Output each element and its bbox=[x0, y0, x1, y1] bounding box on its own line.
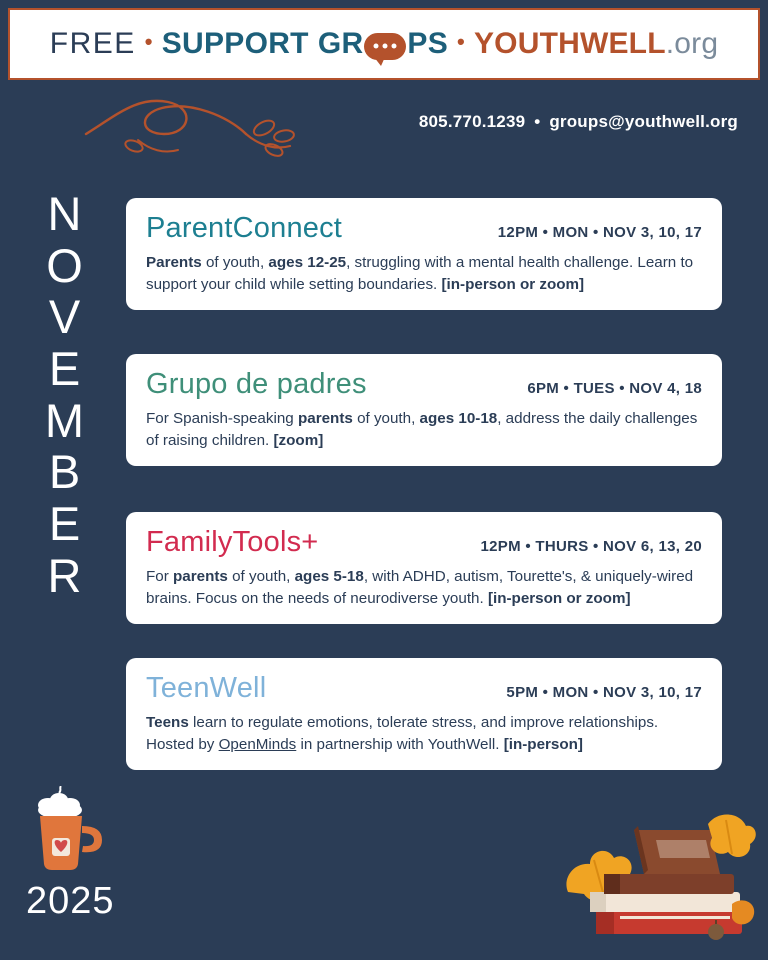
month-letter: R bbox=[47, 548, 83, 602]
card-description: For parents of youth, ages 5-18, with ADHD, autism, Tourette's, & uniquely-wired brains. Focus on the needs of neurodiverse youth. [in-person or zoom] bbox=[146, 568, 694, 607]
month-letter: V bbox=[48, 290, 82, 344]
header-banner bbox=[8, 8, 760, 80]
header-free-text: FREE bbox=[49, 27, 136, 60]
header-groups-suffix: PS bbox=[407, 27, 449, 60]
month-vertical-label bbox=[32, 188, 98, 602]
card-title: ParentConnect bbox=[146, 212, 343, 244]
card-schedule: 6PM • TUES • NOV 4, 18 bbox=[527, 380, 702, 397]
month-letter: E bbox=[48, 342, 82, 396]
card-schedule: 5PM • MON • NOV 3, 10, 17 bbox=[506, 684, 702, 701]
month-letter: O bbox=[46, 238, 84, 292]
contact-separator: • bbox=[534, 112, 541, 131]
program-card[interactable] bbox=[126, 512, 722, 624]
header-groups-text bbox=[318, 27, 448, 61]
card-description: Parents of youth, ages 12-25, struggling with a mental health challenge. Learn to support your child while setting boundaries. [in-person or zoom] bbox=[146, 254, 694, 293]
month-letter: M bbox=[44, 393, 86, 447]
hot-cocoa-mug-icon bbox=[18, 786, 114, 876]
header-title-line bbox=[50, 27, 718, 61]
header-support-text: SUPPORT bbox=[161, 27, 309, 60]
stacked-books-icon bbox=[560, 800, 760, 950]
contact-phone[interactable]: 805.770.1239 bbox=[418, 112, 526, 131]
card-title: FamilyTools+ bbox=[146, 526, 319, 558]
card-header bbox=[146, 368, 702, 401]
card-title: Grupo de padres bbox=[146, 368, 367, 400]
month-letter: N bbox=[47, 187, 83, 240]
contact-email[interactable]: groups@youthwell.org bbox=[549, 112, 738, 131]
header-separator-1: • bbox=[144, 29, 153, 54]
card-description: For Spanish-speaking parents of youth, ages 10-18, address the daily challenges of raising children. [zoom] bbox=[146, 410, 698, 449]
program-card[interactable] bbox=[126, 198, 722, 310]
contact-line bbox=[419, 112, 738, 132]
card-header bbox=[146, 212, 702, 245]
card-header bbox=[146, 672, 702, 705]
program-card[interactable] bbox=[126, 658, 722, 770]
month-letter: B bbox=[48, 445, 82, 499]
header-separator-2: • bbox=[457, 29, 465, 54]
card-title: TeenWell bbox=[146, 672, 267, 704]
program-card[interactable] bbox=[126, 354, 722, 466]
header-brand-text: YOUTHWELL bbox=[473, 27, 666, 60]
header-brand-tld: .org bbox=[665, 27, 719, 60]
leaf-flourish-icon bbox=[78, 88, 308, 168]
speech-bubble-icon bbox=[364, 33, 406, 60]
card-header bbox=[146, 526, 702, 559]
card-schedule: 12PM • THURS • NOV 6, 13, 20 bbox=[480, 538, 702, 555]
card-schedule: 12PM • MON • NOV 3, 10, 17 bbox=[497, 224, 702, 241]
card-description: Teens learn to regulate emotions, tolerate stress, and improve relationships. Hosted by OpenMinds in partnership with YouthWell. [in-person] bbox=[146, 714, 659, 753]
month-letter: E bbox=[48, 497, 82, 551]
header-groups-prefix: GR bbox=[317, 27, 364, 60]
year-label: 2025 bbox=[26, 880, 115, 922]
